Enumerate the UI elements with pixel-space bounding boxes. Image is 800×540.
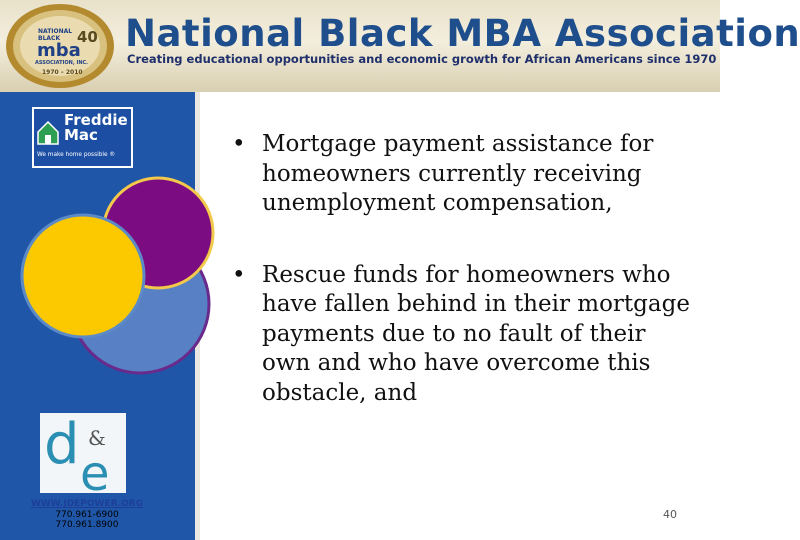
seal-line1: NATIONAL [38, 28, 73, 35]
bullet-item-mortgage-assistance [228, 130, 698, 219]
header-banner [0, 0, 800, 92]
left-sidebar [0, 92, 200, 540]
freddie-mac-name-line1: Freddie [64, 111, 128, 129]
seal-line3: ASSOCIATION, INC. [35, 60, 89, 66]
page-number: 40 [663, 508, 677, 521]
header-tagline: Creating educational opportunities and economic growth for African Americans since 1970 [127, 52, 717, 66]
de-logo-letter-e: e [80, 446, 110, 502]
contact-phone-1: 770.961-6900 [55, 510, 119, 520]
nbmbaa-40th-anniversary-seal [4, 2, 116, 90]
freddie-mac-name-line2: Mac [64, 126, 98, 144]
bullet-list [228, 130, 698, 408]
house-icon [37, 121, 59, 145]
de-logo-ampersand: & [88, 426, 106, 450]
bullet-symbol: • [232, 131, 246, 157]
freddie-mac-tagline: We make home possible ® [37, 152, 116, 158]
sidebar-edge [195, 92, 200, 540]
contact-phone-2: 770.961.8900 [55, 520, 119, 530]
seal-mba-mark: mba [37, 40, 81, 61]
d-and-e-logo [40, 412, 126, 502]
de-logo-letter-d: d [44, 412, 80, 477]
freddie-mac-name [64, 113, 128, 143]
seal-years: 1970 – 2010 [42, 69, 83, 76]
freddie-mac-logo [32, 107, 133, 168]
page-title: National Black MBA Association [125, 12, 800, 55]
bullet-symbol: • [232, 261, 246, 288]
bullet-text: Mortgage payment assistance for homeowners currently receiving unemployment compensation, [262, 131, 654, 216]
seal-anniversary-number: 40 [77, 28, 98, 46]
bullet-text: Rescue funds for homeowners who have fallen behind in their mortgage payments due to no fault of their own and who have overcome this obstacle, and [262, 261, 690, 406]
seal-line2: BLACK [38, 35, 61, 42]
contact-website-link[interactable]: WWW.JDEPOWER.ORG [30, 499, 144, 509]
bullet-item-rescue-funds [228, 261, 698, 409]
